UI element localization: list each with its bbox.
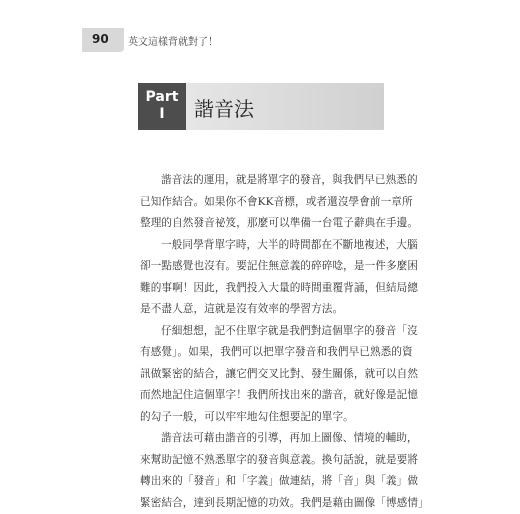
page-number: 90 (92, 32, 109, 46)
body-line: 有感覺」。如果，我們可以把單字發音和我們早已熟悉的資 (140, 342, 390, 364)
body-line: 已知作結合。如果你不會KK音標，或者還沒學會前一章所 (140, 192, 390, 214)
body-line: 是不盡人意，這就是沒有效率的學習方法。 (140, 299, 390, 321)
part-label-box (138, 83, 186, 130)
body-line: 諧音法的運用，就是將單字的發音，與我們早已熟悉的 (140, 170, 390, 192)
body-line: 一般同學背單字時，大半的時間都在不斷地複述，大腦 (140, 235, 390, 257)
part-banner (138, 83, 384, 130)
body-text (140, 170, 390, 514)
body-line: 轉出來的「發音」和「字義」做連結，將「音」與「義」做 (140, 471, 390, 493)
part-label: Part (138, 89, 186, 105)
part-title-bar (186, 83, 384, 130)
running-title: 英文這樣背就對了！ (128, 33, 218, 48)
page-number-tab (82, 28, 124, 52)
part-title: 諧音法 (194, 93, 254, 122)
body-line: 緊密結合，達到長期記憶的功效。我們是藉由圖像「博感情」 (140, 493, 390, 514)
body-line: 而然地記住這個單字！我們所找出來的諧音，就好像是記憶 (140, 385, 390, 407)
body-line: 諧音法可藉由諧音的引導，再加上圖像、情境的輔助， (140, 428, 390, 450)
body-line: 難的事啊！因此，我們投入大量的時間重覆背誦，但結局總 (140, 278, 390, 300)
body-line: 來幫助記憶不熟悉單字的發音與意義。換句話說，就是要將 (140, 450, 390, 472)
body-line: 卻一點感覺也沒有。要記住無意義的碎碎唸，是一件多麼困 (140, 256, 390, 278)
body-line: 訊做緊密的結合，讓它們交叉比對、發生關係，就可以自然 (140, 364, 390, 386)
body-line: 仔細想想，記不住單字就是我們對這個單字的發音「沒 (140, 321, 390, 343)
part-number: I (138, 105, 186, 123)
body-line: 的勾子一般，可以牢牢地勾住想要記的單字。 (140, 407, 390, 429)
body-line: 整理的自然發音祕笈，那麼可以準備一台電子辭典在手邊。 (140, 213, 390, 235)
page-header (82, 28, 482, 54)
